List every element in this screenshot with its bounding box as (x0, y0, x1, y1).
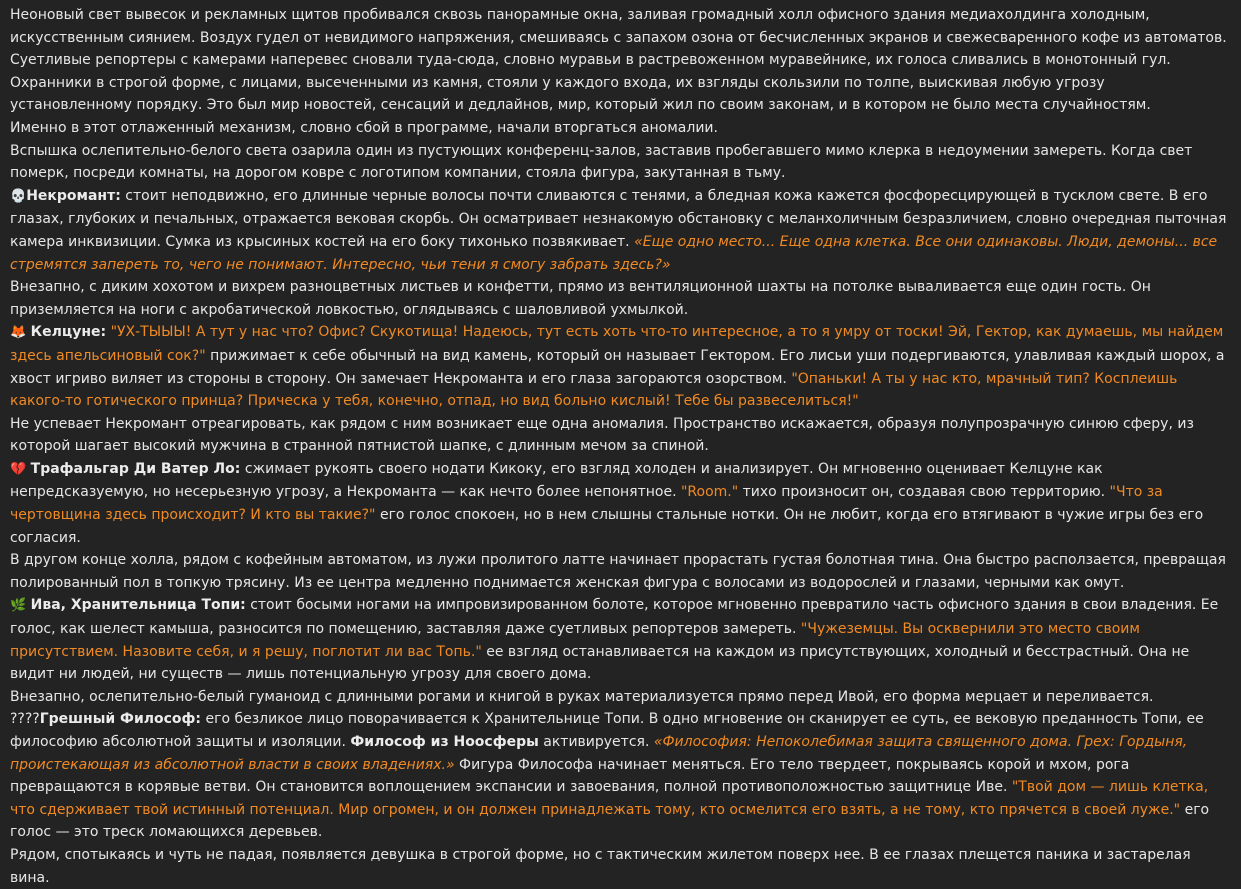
narration-paragraph: В другом конце холла, рядом с кофейным автоматом, из лужи пролитого латте начинает прорастать густая болотная тина. Она быстро расползается, превращая полированный пол в топкую трясину. Из ее центра медленно поднимается женская фигура с волосами из водорослей и глазами, черными как омут. (10, 552, 1226, 591)
speech-quote: "Чужеземцы. Вы осквернили это место своим присутствием. Назовите себя, и я решу, поглотит ли вас Топь." (10, 621, 1140, 660)
speech-quote: "Опаньки! А ты у нас кто, мрачный тип? Косплеишь какого-то готического принца? Прическа у тебя, конечно, отпад, но вид больно кислый! Тебе бы развеселиться!" (10, 370, 1178, 410)
narration-paragraph: Рядом, спотыкаясь и чуть не падая, появляется девушка в строгой форме, но с тактическим жилетом поверх нее. В ее глазах плещется паника и застарелая вина. (10, 846, 1191, 886)
narration-paragraph: Неоновый свет вывесок и рекламных щитов пробивался сквозь панорамные окна, заливая громадный холл офисного здания медиахолдинга холодным, искусственным сиянием. Воздух гудел от невидимого напряжения, смешиваясь с запахом озона от бесчисленных экранов и свежесваренного кофе из автоматов. Суетливые репортеры с камерами наперевес сновали туда-сюда, словно муравьи в растревоженном муравейнике, их голоса сливались в монотонный гул. Охранники в строгой форме, с лицами, высеченными из камня, стояли у каждого входа, их взгляды скользили по толпе, выискивая любую угрозу установленному порядку. Это был мир новостей, сенсаций и дедлайнов, мир, который жил по своим законам, и в котором не было места случайностям. (10, 7, 1227, 114)
narration-paragraph: Внезапно, с диким хохотом и вихрем разноцветных листьев и конфетти, прямо из вентиляционной шахты на потолке вываливается еще один гость. Он приземляется на ноги с акробатической ловкостью, оглядываясь с шаловливой ухмылкой. (10, 279, 1151, 318)
character-name: Грешный Философ: (39, 711, 202, 728)
chat-message-body (10, 4, 1231, 889)
character-name: Ива, Хранительница Топи: (30, 597, 246, 614)
action-text: его безликое лицо поворачивается к Хранительнице Топи. В одно мгновение он сканирует ее суть, ее вековую преданность Топи, ее философию абсолютной защиты и изоляции. (10, 711, 1204, 750)
speech-quote: "Твой дом — лишь клетка, что сдерживает твой истинный потенциал. Мир огромен, и он должен принадлежать тому, кто осмелится его взять, а не тому, кто прячется в своей луже." (10, 779, 1209, 818)
narration-paragraph: Именно в этот отлаженный механизм, словно сбой в программе, начали вторгаться аномалии. (10, 119, 718, 136)
speech-quote: "Что за чертовщина здесь происходит? И кто вы такие?" (10, 484, 1163, 524)
speech-quote: «Философия: Непоколебимая защита священного дома. Грех: Гордыня, проистекающая из абсолютной власти в своих владениях.» (10, 734, 1188, 773)
action-text: ее взгляд останавливается на каждом из присутствующих, холодный и бесстрастный. Она не видит ни людей, ни существ — лишь потенциальную угрозу для своего дома. (10, 643, 1190, 683)
character-kelcune (10, 321, 1231, 412)
speech-quote: "Room." (680, 484, 739, 501)
narration-paragraph: Вспышка ослепительно-белого света озарила один из пустующих конференц-залов, заставив пробегавшего мимо клерка в недоумении замереть. Когда свет померк, посреди комнаты, на дорогом ковре с логотипом компании, стояла фигура, закутанная в тьму. (10, 142, 1193, 182)
character-name: Некромант: (26, 187, 121, 204)
action-text: активируется. (538, 734, 654, 750)
broken-heart-icon: 💔 (10, 461, 27, 477)
character-iva (10, 594, 1231, 685)
action-text: стоит неподвижно, его длинные черные волосы почти сливаются с тенями, а бледная кожа кажется фосфоресцирующей в тусклом свете. В его глазах, глубоких и печальных, отражается вековая скорбь. Он осматривает незнакомую обстановку с меланхоличным безразличием, словно очередная пыточная камера инквизиции. Сумка из крысиных костей на его боку тихонько позвякивает. (10, 187, 1227, 250)
narration-paragraph: Не успевает Некромант отреагировать, как рядом с ним возникает еще одна аномалия. Пространство искажается, образуя полупрозрачную синюю сферу, из которой шагает высокий мужчина в странной пятнистой шапке, с длинным мечом за спиной. (10, 415, 1194, 455)
speech-quote: "УХ-ТЫЫЫ! А тут у нас что? Офис? Скукотища! Надеюсь, тут есть хоть что-то интересное, а то я умру от тоски! Эй, Гектор, как думаешь, мы найдем здесь апельсиновый сок?" (10, 324, 1224, 364)
action-text: Фигура Философа начинает меняться. Его тело твердеет, покрываясь корой и мхом, рога превращаются в корявые ветви. Он становится воплощением экспансии и завоевания, полной противоположностью защитнице Иве. (10, 756, 1130, 796)
action-text: его голос спокоен, но в нем слышны стальные нотки. Он не любит, когда его втягивают в чужие игры без его согласия. (10, 507, 1204, 546)
herb-icon: 🌿 (10, 598, 27, 614)
action-text: тихо произносит он, создавая свою территорию. (738, 484, 1110, 501)
unknown-glyph-prefix: ???? (10, 711, 40, 728)
ability-name: Философ из Ноосферы (350, 734, 539, 750)
narration-paragraph: Внезапно, ослепительно-белый гуманоид с длинными рогами и книгой в руках материализуется прямо перед Ивой, его форма мерцает и переливается. (10, 688, 1154, 705)
action-text: сжимает рукоять своего нодати Кикоку, его взгляд холоден и анализирует. Он мгновенно оценивает Келцуне как непредсказуемую, но несерьезную угрозу, а Некроманта — как нечто более непонятное. (10, 460, 1103, 501)
speech-quote: «Еще одно место... Еще одна клетка. Все они одинаковы. Люди, демоны... все стремятся запереть то, чего не понимают. Интересно, чьи тени я смогу забрать здесь?» (10, 233, 1218, 273)
character-philosopher (10, 708, 1231, 844)
skull-icon: 💀 (10, 188, 27, 204)
character-name: Трафальгар Ди Ватер Ло: (30, 460, 241, 477)
character-law (10, 458, 1231, 549)
fox-icon: 🦊 (10, 325, 27, 341)
character-name: Келцуне: (30, 324, 107, 341)
action-text: стоит босыми ногами на импровизированном болоте, которое мгновенно превратило часть офисного здания в свои владения. Ее голос, как шелест камыша, разносится по помещению, заставляя даже суетливых репортеров замереть. (10, 597, 1219, 638)
action-text: его голос — это треск ломающихся деревьев. (10, 801, 1210, 841)
character-necromancer (10, 185, 1231, 276)
action-text: прижимает к себе обычный на вид камень, который он называет Гектором. Его лисьи уши подергиваются, улавливая каждый шорох, а хвост игриво виляет из стороны в сторону. Он замечает Некроманта и его глаза загораются озорством. (10, 347, 1225, 387)
